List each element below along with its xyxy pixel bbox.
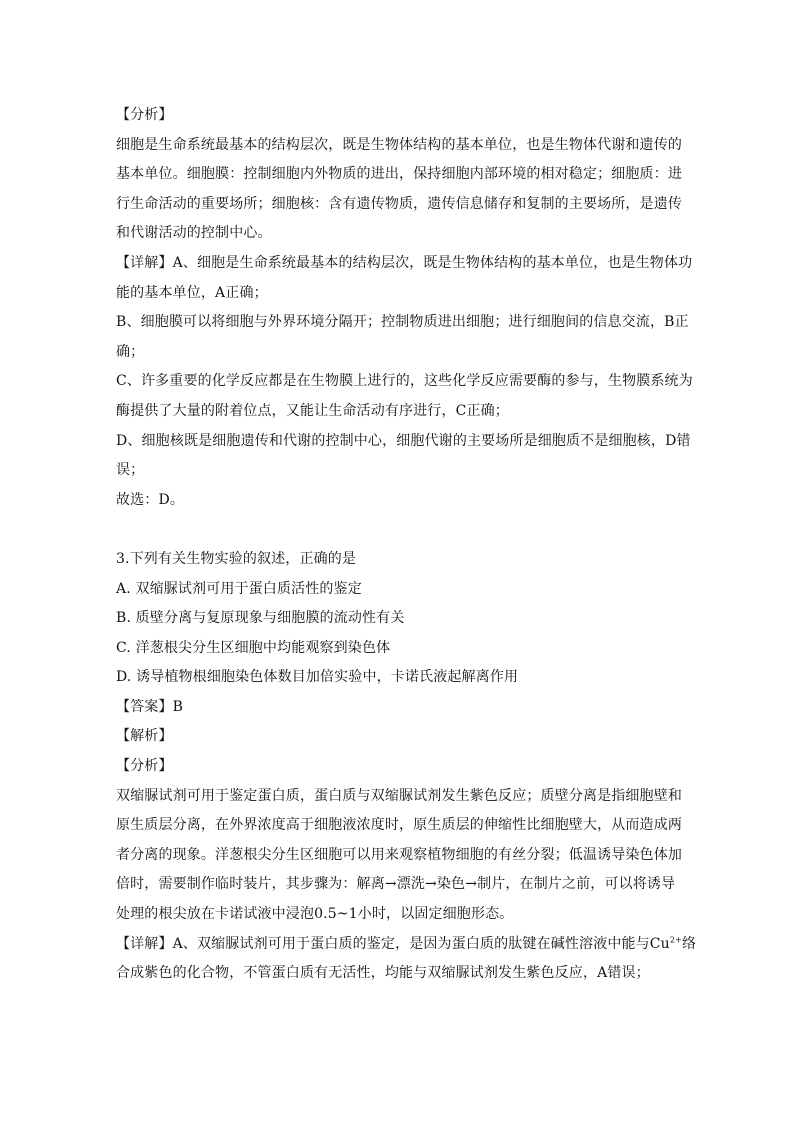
option-a: A. 双缩脲试剂可用于蛋白质活性的鉴定 xyxy=(116,580,362,597)
detail-line xyxy=(116,930,697,960)
detail-line: 【详解】A、细胞是生命系统最基本的结构层次，既是生物体结构的基本单位，也是生物体功 xyxy=(116,254,693,271)
option-d: D. 诱导植物根细胞染色体数目加倍实验中，卡诺氏液起解离作用 xyxy=(116,669,519,686)
analysis-line: 处理的根尖放在卡诺试液中浸泡0.5~1小时，以固定细胞形态。 xyxy=(116,906,514,923)
detail-line: 合成紫色的化合物，不管蛋白质有无活性，均能与双缩脲试剂发生紫色反应，A错误； xyxy=(116,965,650,982)
analysis-line: 者分离的现象。洋葱根尖分生区细胞可以用来观察植物细胞的有丝分裂；低温诱导染色体加 xyxy=(116,846,682,863)
jiexi-heading: 【解析】 xyxy=(116,728,173,745)
analysis-line: 倍时，需要制作临时装片，其步骤为：解离→漂洗→染色→制片，在制片之前，可以将诱导 xyxy=(116,876,676,893)
detail-line: 误； xyxy=(116,462,145,479)
analysis-line: 细胞是生命系统最基本的结构层次，既是生物体结构的基本单位，也是生物体代谢和遗传的 xyxy=(116,136,682,153)
analysis-heading: 【分析】 xyxy=(116,758,173,775)
analysis-line: 原生质层分离，在外界浓度高于细胞液浓度时，原生质层的伸缩性比细胞壁大，从而造成两 xyxy=(116,817,682,834)
answer-line: 【答案】B xyxy=(116,698,184,715)
detail-line: 能的基本单位，A正确； xyxy=(116,284,268,301)
document-page xyxy=(116,101,697,989)
option-b: B. 质壁分离与复原现象与细胞膜的流动性有关 xyxy=(116,610,405,627)
analysis-line: 双缩脲试剂可用于鉴定蛋白质，蛋白质与双缩脲试剂发生紫色反应；质壁分离是指细胞壁和 xyxy=(116,787,682,804)
analysis-line: 和代谢活动的控制中心。 xyxy=(116,225,272,242)
detail-line: B、细胞膜可以将细胞与外界环境分隔开；控制物质进出细胞；进行细胞间的信息交流，B正 xyxy=(116,314,689,331)
charge-superscript: 2+ xyxy=(669,934,682,944)
detail-line: 酶提供了大量的附着位点，又能让生命活动有序进行，C正确； xyxy=(116,402,509,419)
analysis-line: 基本单位。细胞膜：控制细胞内外物质的进出，保持细胞内部环境的相对稳定；细胞质：进 xyxy=(116,166,682,183)
detail-line: C、许多重要的化学反应都是在生物膜上进行的，这些化学反应需要酶的参与，生物膜系统为 xyxy=(116,373,693,390)
detail-line: 确； xyxy=(116,343,145,360)
option-c: C. 洋葱根尖分生区细胞中均能观察到染色体 xyxy=(116,639,391,656)
detail-line: D、细胞核既是细胞遗传和代谢的控制中心，细胞代谢的主要场所是细胞质不是细胞核，D错 xyxy=(116,432,691,449)
analysis-line: 行生命活动的重要场所；细胞核：含有遗传物质，遗传信息储存和复制的主要场所，是遗传 xyxy=(116,195,682,212)
analysis-heading: 【分析】 xyxy=(116,107,173,123)
conclusion-line: 故选：D。 xyxy=(116,491,184,508)
detail-text: 【详解】A、双缩脲试剂可用于蛋白质的鉴定，是因为蛋白质的肽键在碱性溶液中能与Cu xyxy=(116,935,670,952)
question-stem: 3.下列有关生物实验的叙述，正确的是 xyxy=(116,550,357,567)
detail-text: 络 xyxy=(681,935,697,952)
paragraph-gap xyxy=(116,515,682,545)
